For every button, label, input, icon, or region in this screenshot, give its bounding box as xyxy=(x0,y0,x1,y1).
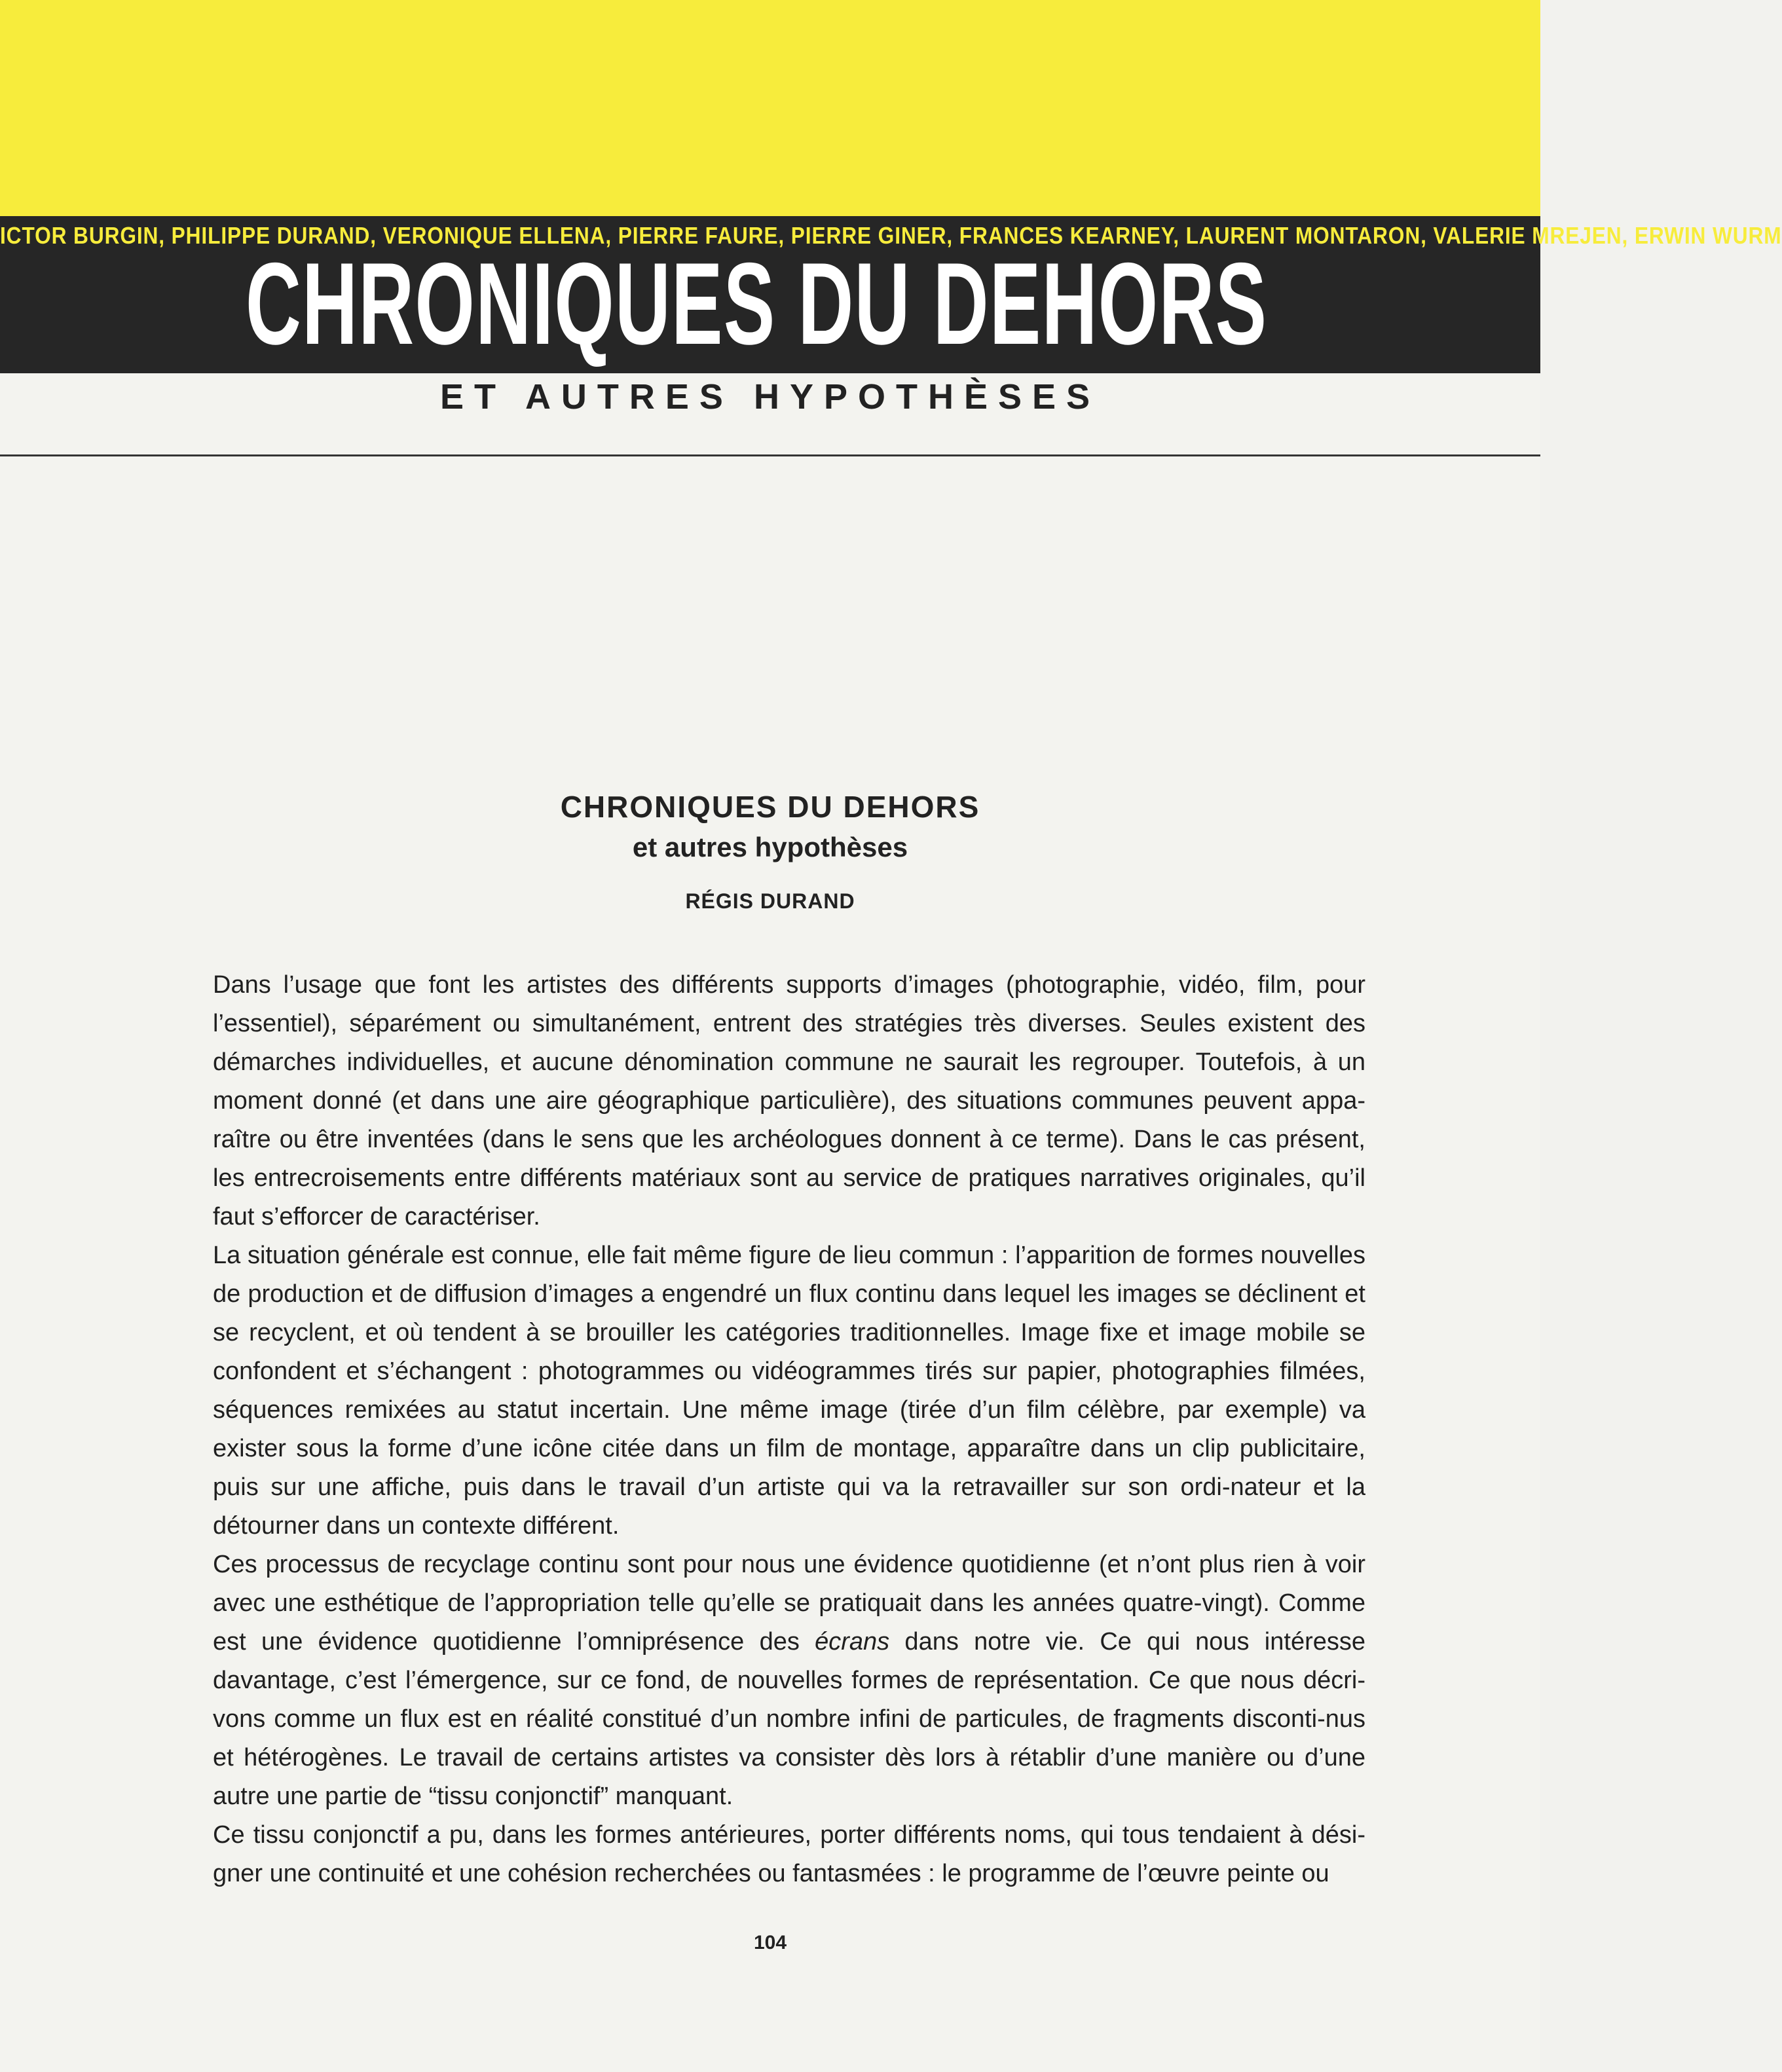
emphasis-ecrans: écrans xyxy=(815,1628,890,1656)
page-subtitle: ET AUTRES HYPOTHÈSES xyxy=(439,377,1101,416)
paragraph-3 xyxy=(213,1545,1365,1816)
paragraph-4: Ce tissu conjonctif a pu, dans les formes antérieures, porter différents noms, qui tous tendaient à dési-gner une continuité et une cohésion recherchées ou fantasmées : le programme de l’œuvre peinte ou xyxy=(213,1821,1365,1887)
yellow-header-band xyxy=(0,0,1540,216)
paragraph-2: La situation générale est connue, elle fait même figure de lieu commun : l’apparition de formes nouvelles de production et de diffusion d’images a engendré un flux continu dans lequel les images se déclinent et se recyclent, et où tendent à se brouiller les catégories traditionnelles. Image fixe et image mobile se confondent et s’échangent : photogrammes ou vidéogrammes tirés sur papier, photographies filmées, séquences remixées au statut incertain. Une même image (tirée d’un film célèbre, par exemple) va exister sous la forme d’une icône citée dans un film de montage, apparaître dans un clip publicitaire, puis sur une affiche, puis dans le travail d’un artiste qui va la retravailler sur son ordi-nateur et la détourner dans un contexte différent. xyxy=(213,1242,1365,1540)
article-subtitle: et autres hypothèses xyxy=(632,832,908,862)
header-divider xyxy=(0,454,1540,456)
paragraph-1: Dans l’usage que font les artistes des différents supports d’images (photographie, vidéo, film, pour l’essentiel), séparément ou simultanément, entrent des stratégies très diverses. Seules existent des démarches individuelles, et aucune dénomination commune ne saurait les regrouper. Toutefois, à un moment donné (et dans une aire géographique particulière), des situations communes peuvent appa-raître ou être inventées (dans le sens que les archéologues donnent à ce terme). Dans le cas présent, les entrecroisements entre différents matériaux sont au service de pratiques narratives originales, qu’il faut s’efforcer de caractériser. xyxy=(213,971,1365,1230)
paragraph-3-part-1: Ces processus de recyclage continu sont pour nous une évidence quotidienne (et n’ont plus rien à voir avec une esthétique de l’appropriation telle qu’elle se pratiquait dans les années quatre-vingt). Comme est une évidence quotidienne l’omniprésence des xyxy=(213,1551,1365,1656)
article-author: RÉGIS DURAND xyxy=(685,889,855,913)
paragraph-3-part-2: dans notre vie. Ce qui nous intéresse davantage, c’est l’émergence, sur ce fond, de nouvelles formes de représentation. Ce que nous décri-vons comme un flux est en réalité constitué d’un nombre infini de particules, de fragments disconti-nus et hétérogènes. Le travail de certains artistes va consister dès lors à rétablir d’une manière ou d’une autre une partie de “tissu conjonctif” manquant. xyxy=(213,1628,1365,1810)
artist-names-strip: ICTOR BURGIN, PHILIPPE DURAND, VERONIQUE ELLENA, PIERRE FAURE, PIERRE GINER, FRANCES KEARNEY, LAURENT MONTARON, VALERIE MREJEN, ERWIN WURM xyxy=(0,222,1782,249)
article-title: CHRONIQUES DU DEHORS xyxy=(560,790,980,824)
page-number: 104 xyxy=(753,1932,787,1953)
article-body xyxy=(213,966,1365,1893)
page-title: CHRONIQUES DU DEHORS xyxy=(246,238,1268,369)
